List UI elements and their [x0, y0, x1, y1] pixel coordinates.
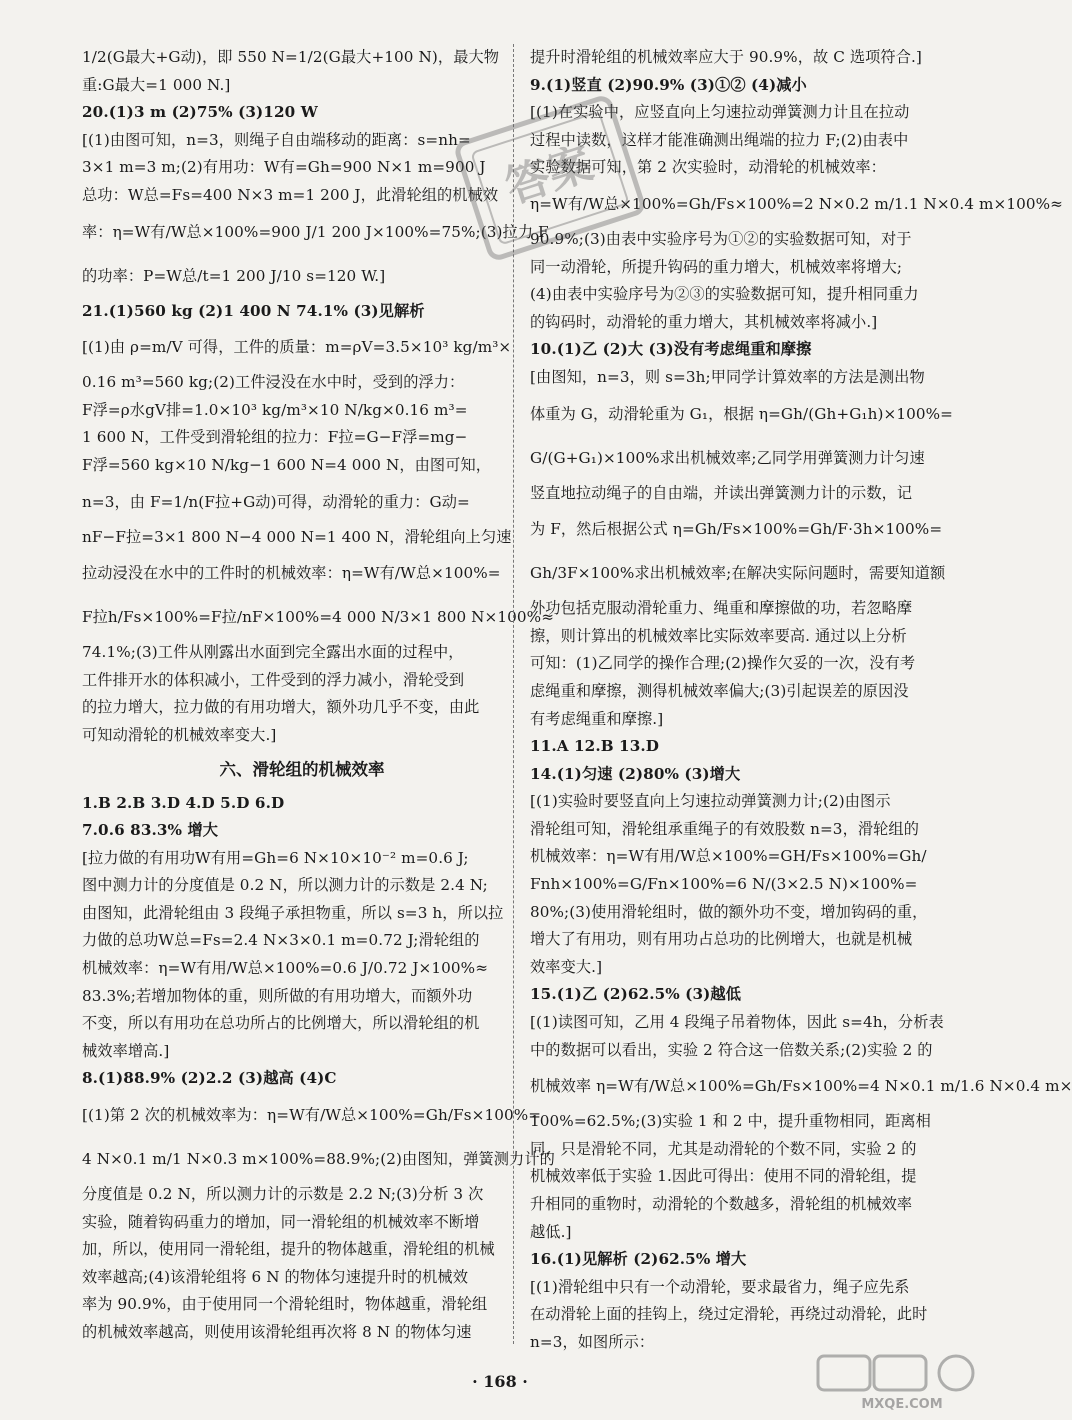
- text-line: 越低.]: [530, 1222, 572, 1241]
- text-line: 效率变大.]: [530, 957, 603, 976]
- text-line: 升相同的重物时，动滑轮的个数越多，滑轮组的机械效率: [530, 1195, 913, 1213]
- text-line: 的钩码时，动滑轮的重力增大，其机械效率将减小.]: [530, 312, 878, 331]
- section-title: 六、滑轮组的机械效率: [219, 759, 385, 779]
- text-line: 1 600 N，工件受到滑轮组的拉力：F拉=G−F浮=mg−: [82, 428, 468, 447]
- text-line: 在动滑轮上面的挂钩上，绕过定滑轮，再绕过动滑轮，此时: [530, 1305, 928, 1324]
- text-line: 90.9%;(3)由表中实验序号为①②的实验数据可知，对于: [530, 229, 912, 248]
- text-line: n=3，如图所示：: [530, 1332, 655, 1351]
- text-line: 提升时滑轮组的机械效率应大于 90.9%，故 C 选项符合.]: [530, 48, 922, 66]
- text-line: 机械效率：η=W有用/W总×100%=0.6 J/0.72 J×100%≈: [82, 959, 489, 978]
- text-line: 不变，所以有用功在总功所占的比例增大，所以滑轮组的机: [82, 1014, 480, 1033]
- text-line: 竖直地拉动绳子的自由端，并读出弹簧测力计的示数，记: [530, 483, 913, 502]
- text-line: 力做的总功W总=Fs=2.4 N×3×0.1 m=0.72 J;滑轮组的: [82, 931, 480, 950]
- text-line: 械效率增高.]: [82, 1041, 170, 1060]
- text-line: [(1)在实验中，应竖直向上匀速拉动弹簧测力计且在拉动: [530, 103, 910, 122]
- text-line: 100%=62.5%;(3)实验 1 和 2 中，提升重物相同，距离相: [530, 1112, 931, 1131]
- answer-line: 8.(1)88.9% (2)2.2 (3)越高 (4)C: [82, 1069, 337, 1088]
- svg-text:答案: 答案: [499, 137, 599, 214]
- answer-line: 15.(1)乙 (2)62.5% (3)越低: [530, 985, 741, 1004]
- text-line: 过程中读数，这样才能准确测出绳端的拉力 F;(2)由表中: [530, 130, 909, 149]
- text-line: 80%;(3)使用滑轮组时，做的额外功不变，增加钩码的重，: [530, 902, 928, 921]
- text-line: 滑轮组可知，滑轮组承重绳子的有效股数 n=3，滑轮组的: [530, 819, 920, 838]
- answer-line: 7.0.6 83.3% 增大: [82, 821, 219, 840]
- text-line: 为 F，然后根据公式 η=Gh/Fs×100%=Gh/F·3h×100%=: [530, 520, 943, 539]
- text-line: 实验，随着钩码重力的增加，同一滑轮组的机械效率不断增: [82, 1212, 480, 1231]
- answer-line: 21.(1)560 kg (2)1 400 N 74.1% (3)见解析: [82, 301, 425, 320]
- text-line: 的机械效率越高，则使用该滑轮组再次将 8 N 的物体匀速: [82, 1323, 472, 1341]
- text-line: 同一动滑轮，所提升钩码的重力增大，机械效率将增大;: [530, 257, 903, 276]
- text-line: 的功率：P=W总/t=1 200 J/10 s=120 W.]: [82, 266, 386, 285]
- text-line: 同，只是滑轮不同，尤其是动滑轮的个数不同，实验 2 的: [530, 1139, 917, 1158]
- text-line: 可知动滑轮的机械效率变大.]: [82, 725, 277, 744]
- text-line: 总功：W总=Fs=400 N×3 m=1 200 J，此滑轮组的机械效: [82, 185, 499, 204]
- text-line: 3×1 m=3 m;(2)有用功：W有=Gh=900 N×1 m=900 J: [82, 158, 486, 177]
- answer-line: 9.(1)竖直 (2)90.9% (3)①② (4)减小: [530, 75, 807, 94]
- text-line: 工件排开水的体积减小，工件受到的浮力减小，滑轮受到: [82, 670, 465, 689]
- text-line: [(1)滑轮组中只有一个动滑轮，要求最省力，绳子应先系: [530, 1277, 910, 1296]
- text-line: η=W有/W总×100%=Gh/Fs×100%=2 N×0.2 m/1.1 N×0.4 m×100%≈: [530, 194, 1063, 213]
- text-line: F浮=560 kg×10 N/kg−1 600 N=4 000 N，由图可知，: [82, 455, 492, 474]
- text-line: 图中测力计的分度值是 0.2 N，所以测力计的示数是 2.4 N;: [82, 876, 488, 895]
- text-line: 4 N×0.1 m/1 N×0.3 m×100%=88.9%;(2)由图知，弹簧测力计的: [82, 1150, 555, 1169]
- text-line: 机械效率：η=W有用/W总×100%=GH/Fs×100%=Gh/: [530, 847, 927, 866]
- answer-line: 10.(1)乙 (2)大 (3)没有考虑绳重和摩擦: [530, 340, 812, 359]
- text-line: 实验数据可知，第 2 次实验时，动滑轮的机械效率：: [530, 158, 886, 177]
- text-line: (4)由表中实验序号为②③的实验数据可知，提升相同重力: [530, 285, 919, 304]
- text-line: 0.16 m³=560 kg;(2)工件浸没在水中时，受到的浮力：: [82, 373, 465, 392]
- page-number: · 168 ·: [472, 1372, 528, 1391]
- text-line: [由图知，n=3，则 s=3h;甲同学计算效率的方法是测出物: [530, 367, 925, 386]
- text-line: 可知：(1)乙同学的操作合理;(2)操作欠妥的一次，没有考: [530, 654, 916, 673]
- text-line: 加，所以，使用同一滑轮组，提升的物体越重，滑轮组的机械: [82, 1240, 495, 1259]
- text-line: 分度值是 0.2 N，所以测力计的示数是 2.2 N;(3)分析 3 次: [82, 1185, 484, 1204]
- text-line: 擦，则计算出的机械效率比实际效率要高. 通过以上分析: [530, 626, 907, 645]
- text-line: G/(G+G₁)×100%求出机械效率;乙同学用弹簧测力计匀速: [530, 448, 925, 467]
- text-line: 83.3%;若增加物体的重，则所做的有用功增大，而额外功: [82, 986, 473, 1005]
- text-line: [(1)读图可知，乙用 4 段绳子吊着物体，因此 s=4h，分析表: [530, 1013, 944, 1032]
- answer-line: 14.(1)匀速 (2)80% (3)增大: [530, 764, 741, 783]
- text-line: 机械效率低于实验 1.因此可得出：使用不同的滑轮组，提: [530, 1167, 917, 1186]
- watermark-logo: [812, 1352, 992, 1414]
- text-line: Gh/3F×100%求出机械效率;在解决实际问题时，需要知道额: [530, 564, 946, 583]
- text-line: 增大了有用功，则有用功占总功的比例增大，也就是机械: [530, 930, 913, 949]
- text-line: n=3，由 F=1/n(F拉+G动)可得，动滑轮的重力：G动=: [82, 492, 470, 511]
- answer-line: 11.A 12.B 13.D: [530, 737, 660, 756]
- text-line: 率为 90.9%，由于使用同一个滑轮组时，物体越重，滑轮组: [82, 1295, 488, 1314]
- answer-line: 16.(1)见解析 (2)62.5% 增大: [530, 1250, 747, 1269]
- text-line: 体重为 G，动滑轮重为 G₁，根据 η=Gh/(Gh+G₁h)×100%=: [530, 404, 954, 423]
- text-line: [(1)实验时要竖直向上匀速拉动弹簧测力计;(2)由图示: [530, 792, 891, 811]
- text-line: 中的数据可以看出，实验 2 符合这一倍数关系;(2)实验 2 的: [530, 1040, 933, 1059]
- text-line: 外功包括克服动滑轮重力、绳重和摩擦做的功，若忽略摩: [530, 599, 913, 618]
- stamp-seal: [445, 78, 655, 278]
- answer-line: 20.(1)3 m (2)75% (3)120 W: [82, 103, 318, 122]
- text-line: 拉动浸没在水中的工件时的机械效率：η=W有/W总×100%=: [82, 564, 501, 583]
- text-line: [拉力做的有用功W有用=Gh=6 N×10×10⁻² m=0.6 J;: [82, 848, 469, 867]
- answer-line: 1.B 2.B 3.D 4.D 5.D 6.D: [82, 793, 285, 812]
- text-line: 1/2(G最大+G动)，即 550 N=1/2(G最大+100 N)，最大物: [82, 48, 500, 66]
- text-line: 机械效率 η=W有/W总×100%=Gh/Fs×100%=4 N×0.1 m/1.6 N×0.4 m×: [530, 1077, 1072, 1096]
- text-line: 虑绳重和摩擦，测得机械效率偏大;(3)引起误差的原因没: [530, 681, 909, 700]
- text-line: [(1)由 ρ=m/V 可得，工件的质量：m=ρV=3.5×10³ kg/m³×: [82, 338, 512, 357]
- text-line: 效率越高;(4)该滑轮组将 6 N 的物体匀速提升时的机械效: [82, 1267, 469, 1286]
- text-line: 74.1%;(3)工件从刚露出水面到完全露出水面的过程中，: [82, 643, 464, 662]
- text-line: F浮=ρ水gV排=1.0×10³ kg/m³×10 N/kg×0.16 m³=: [82, 400, 468, 419]
- text-line: 有考虑绳重和摩擦.]: [530, 709, 664, 728]
- text-line: nF−F拉=3×1 800 N−4 000 N=1 400 N，滑轮组向上匀速: [82, 527, 512, 546]
- text-line: [(1)第 2 次的机械效率为：η=W有/W总×100%=Gh/Fs×100%=: [82, 1106, 542, 1125]
- text-line: 重:G最大=1 000 N.]: [82, 75, 231, 94]
- text-line: [(1)由图可知，n=3，则绳子自由端移动的距离：s=nh=: [82, 130, 471, 149]
- text-line: 率：η=W有/W总×100%=900 J/1 200 J×100%=75%;(3)拉力 F: [82, 222, 549, 241]
- text-line: 的拉力增大，拉力做的有用功增大，额外功几乎不变，由此: [82, 698, 480, 717]
- text-line: F拉h/Fs×100%=F拉/nF×100%=4 000 N/3×1 800 N×100%≈: [82, 608, 555, 627]
- text-line: Fnh×100%=G/Fn×100%=6 N/(3×2.5 N)×100%=: [530, 875, 918, 894]
- text-line: 由图知，此滑轮组由 3 段绳子承担物重，所以 s=3 h，所以拉: [82, 903, 504, 922]
- watermark-text: MXQE.COM: [861, 1397, 943, 1412]
